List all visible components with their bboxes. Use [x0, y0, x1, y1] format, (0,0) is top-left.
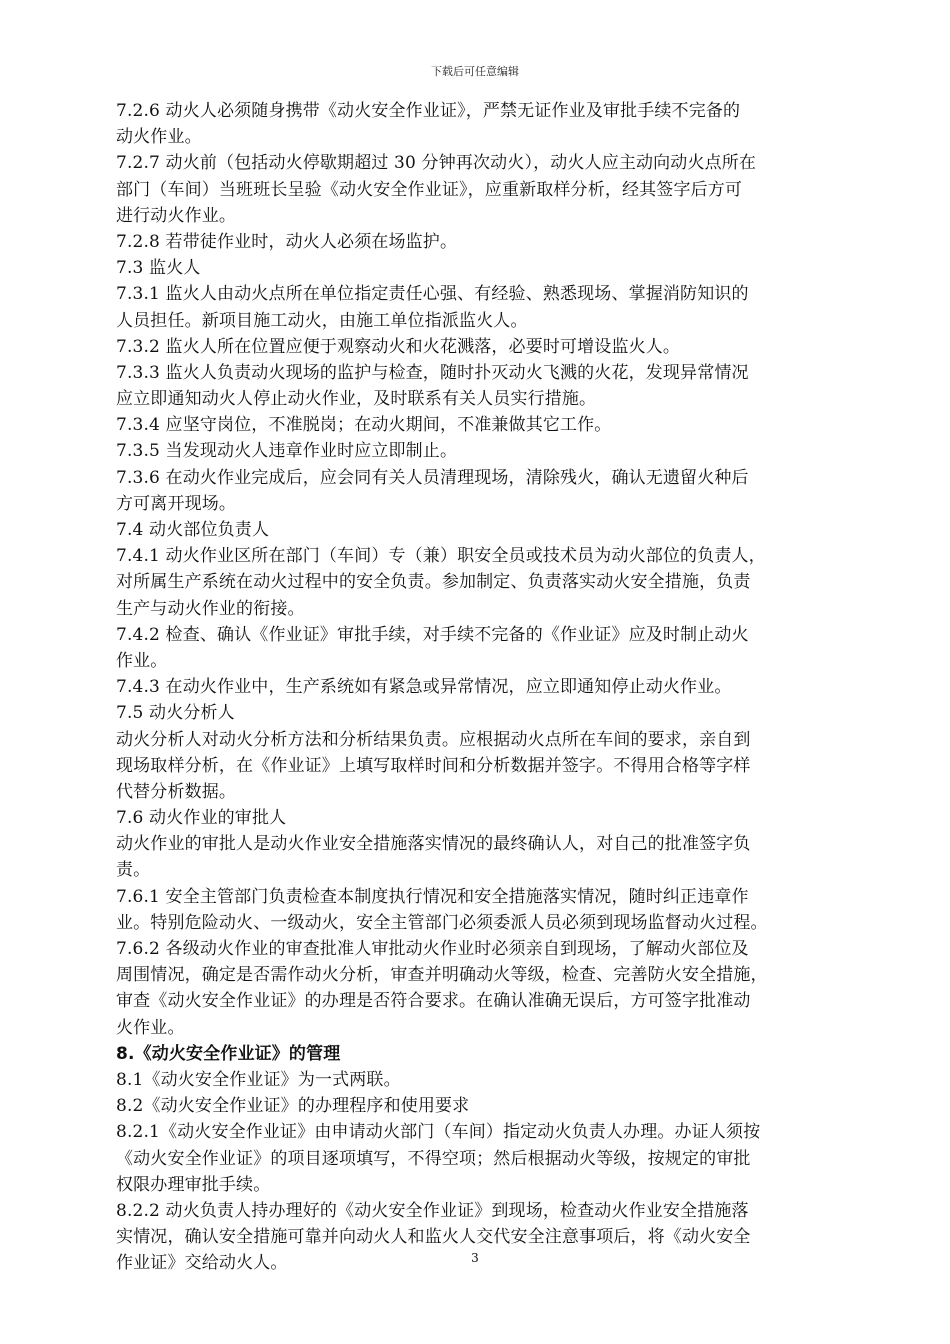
text-line: 7.4.1 动火作业区所在部门（车间）专（兼）职安全员或技术员为动火部位的负责人，	[116, 546, 766, 567]
text-line: 方可离开现场。	[116, 493, 237, 514]
text-line: 7.4.3 在动火作业中，生产系统如有紧急或异常情况，应立即通知停止动火作业。	[116, 677, 732, 698]
text-line: 7.4 动火部位负责人	[116, 520, 270, 540]
text-line: 动火作业。	[116, 127, 202, 148]
text-line: 7.3 监火人	[116, 258, 201, 279]
text-line: 作业。	[116, 650, 168, 671]
page-number: 3	[471, 1251, 479, 1265]
text-line: 审查《动火安全作业证》的办理是否符合要求。在确认准确无误后，方可签字批准动	[116, 991, 751, 1012]
text-line: 7.3.6 在动火作业完成后，应会同有关人员清理现场，清除残火，确认无遗留火种后	[116, 467, 749, 488]
text-line: 7.4.2 检查、确认《作业证》审批手续，对手续不完备的《作业证》应及时制止动火	[116, 624, 749, 645]
text-line: 7.3.4 应坚守岗位，不准脱岗；在动火期间，不准兼做其它工作。	[116, 415, 612, 436]
text-line: 动火分析人对动火分析方法和分析结果负责。应根据动火点所在车间的要求，亲自到	[116, 729, 751, 750]
text-line: 7.2.7 动火前（包括动火停歇期超过 30 分钟再次动火），动火人应主动向动火点所在	[116, 153, 757, 174]
page-header: 下载后可任意编辑	[431, 65, 519, 78]
text-line: 实情况，确认安全措施可靠并向动火人和监火人交代安全注意事项后，将《动火安全	[116, 1227, 751, 1248]
text-line: 7.3.2 监火人所在位置应便于观察动火和火花溅落，必要时可增设监火人。	[116, 336, 681, 357]
text-line: 动火作业的审批人是动火作业安全措施落实情况的最终确认人，对自己的批准签字负	[116, 834, 751, 855]
text-line: 人员担任。新项目施工动火，由施工单位指派监火人。	[116, 310, 528, 331]
text-line: 7.5 动火分析人	[116, 703, 235, 724]
text-line: 周围情况，确定是否需作动火分析，审查并明确动火等级，检查、完善防火安全措施，	[116, 965, 768, 986]
text-line: 8.1《动火安全作业证》为一式两联。	[116, 1069, 401, 1090]
text-line: 8.2《动火安全作业证》的办理程序和使用要求	[116, 1096, 470, 1117]
text-line: 8.2.1《动火安全作业证》由申请动火部门（车间）指定动火负责人办理。办证人须按	[116, 1122, 761, 1143]
text-line: 权限办理审批手续。	[116, 1174, 271, 1195]
text-line: 《动火安全作业证》的项目逐项填写，不得空项；然后根据动火等级，按规定的审批	[116, 1148, 751, 1169]
text-line: 7.3.5 当发现动火人违章作业时应立即制止。	[116, 441, 458, 462]
text-line: 生产与动火作业的衔接。	[116, 598, 305, 619]
text-line: 现场取样分析，在《作业证》上填写取样时间和分析数据并签字。不得用合格等字样	[116, 755, 751, 776]
text-line: 应立即通知动火人停止动火作业，及时联系有关人员实行措施。	[116, 389, 597, 410]
text-line: 7.3.1 监火人由动火点所在单位指定责任心强、有经验、熟悉现场、掌握消防知识的	[116, 284, 749, 305]
text-line: 7.3.3 监火人负责动火现场的监护与检查，随时扑灭动火飞溅的火花，发现异常情况	[116, 362, 749, 383]
text-line: 业。特别危险动火、一级动火，安全主管部门必须委派人员必须到现场监督动火过程。	[116, 912, 768, 933]
text-line: 进行动火作业。	[116, 205, 237, 226]
text-line: 作业证》交给动火人。	[116, 1253, 288, 1274]
document-body	[116, 98, 842, 1276]
text-line: 7.2.6 动火人必须随身携带《动火安全作业证》，严禁无证作业及审批手续不完备的	[116, 101, 741, 121]
text-line: 火作业。	[116, 1017, 185, 1038]
text-line: 7.6 动火作业的审批人	[116, 808, 287, 829]
text-line: 7.6.1 安全主管部门负责检查本制度执行情况和安全措施落实情况，随时纠正违章作	[116, 886, 749, 907]
text-line: 部门（车间）当班班长呈验《动火安全作业证》，应重新取样分析，经其签字后方可	[116, 179, 743, 200]
text-line: 8.2.2 动火负责人持办理好的《动火安全作业证》到现场，检查动火作业安全措施落	[116, 1200, 749, 1221]
section-heading: 8.《动火安全作业证》的管理	[116, 1043, 341, 1064]
text-line: 责。	[116, 860, 151, 881]
text-line: 代替分析数据。	[116, 781, 237, 802]
text-line: 7.6.2 各级动火作业的审查批准人审批动火作业时必须亲自到现场，了解动火部位及	[116, 939, 749, 959]
text-line: 对所属生产系统在动火过程中的安全负责。参加制定、负责落实动火安全措施，负责	[116, 572, 751, 593]
text-line: 7.2.8 若带徒作业时，动火人必须在场监护。	[116, 231, 458, 252]
